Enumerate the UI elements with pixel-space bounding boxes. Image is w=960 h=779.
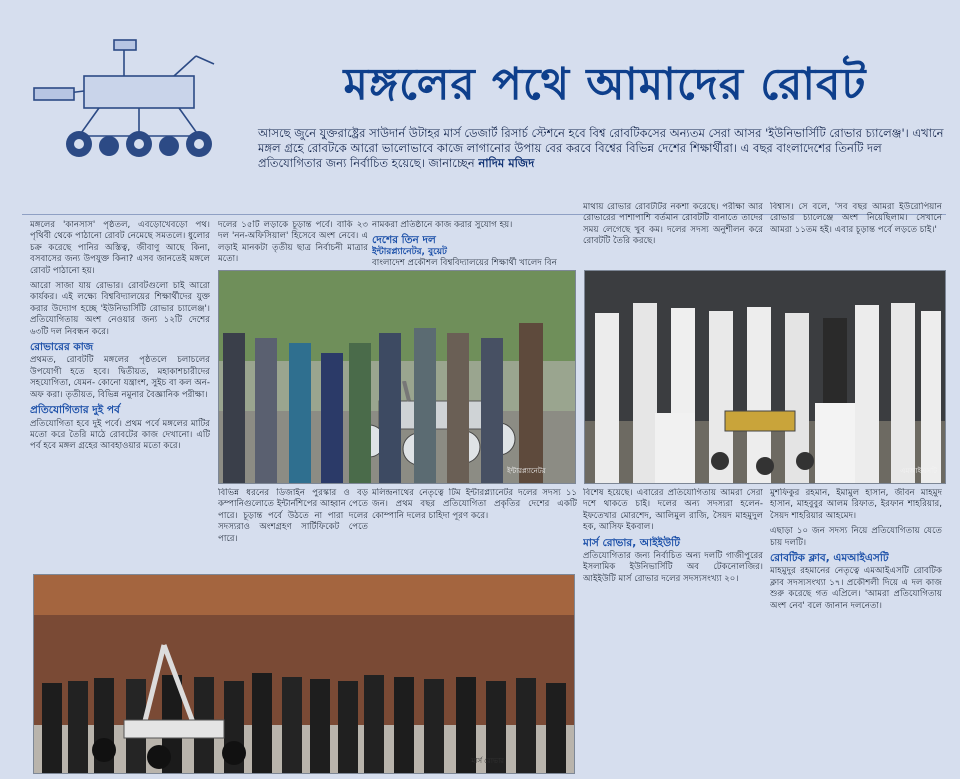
col5-paragraph: বিশ্বাস। সে বলে, 'সব বছর আমরা ইউরোপিয়ান রোভার চ্যালেঞ্জে অংশ নিয়েছিলাম। সেখানে আমরা ১১তম হই। এবার চূড়ান্ত পর্বে লড়তে চাই।' — [770, 202, 942, 235]
col1-paragraph: প্রথমত, রোবটটি মঙ্গলের পৃষ্ঠতলে চলাচলের উপযোগী হতে হবে। দ্বিতীয়ত, মহাকাশচারীদের সহযোগিতা, যেমন- কোনো যন্ত্রাংশ, সুইচ বা কল অন-অফ করা। তৃতীয়ত, বিভিন্ন নমুনার বৈজ্ঞানিক পরীক্ষা। — [30, 355, 210, 400]
photo-caption: ইন্টারপ্ল্যানেটর — [507, 467, 546, 475]
column-2-bottom — [218, 488, 368, 560]
column-3-bottom — [372, 488, 577, 560]
subheading-mist: রোবটিক ক্লাব, এমআইএসটি — [770, 552, 889, 565]
photo-caption: মার্স রোভার — [471, 757, 504, 765]
subheading-iut: মার্স রোভার, আইইউটি — [583, 536, 680, 549]
col1-paragraph: মঙ্গলের 'কানসাস' পৃষ্ঠতল, এবড়োখেবড়ো পথ। পৃথিবী থেকে পাঠানো রোবট নেমেছে সমতলে। ধুলোর চক্র করেছে পানির অস্তিত্ব, জীবাণু আছে কিনা, বসবাসের জন্য উপযুক্ত কিনা? এসব জানতেই মঙ্গলে রোবট পাঠানো হয়। — [30, 220, 210, 276]
column-1 — [30, 220, 210, 560]
subheading-two-rounds: প্রতিযোগিতার দুই পর্ব — [30, 404, 120, 417]
rover-robot-graphic — [84, 635, 254, 773]
intro-paragraph — [258, 126, 948, 212]
col4-paragraph: বিশেষ হয়েছে। এবারের প্রতিযোগিতায় আমরা সেরা দশে থাকতে চাই। দলের অন্য সদস্যরা হলেন- ইফতেখার মোরশেদ, আলিমুল রাজি, সৈয়দ মাহমুদুল হক, আসিফ ইকবাল। — [583, 488, 763, 533]
col5-paragraph: মাহমুদুর রহমানের নেতৃত্বে এমআইএসটি রোবটিক ক্লাব সদস্যসংখ্যা ১৭। প্রকৌশলী দিয়ে এ দল কাজ শুরু করেছে গত এপ্রিলে। 'আমরা প্রতিযোগিতায় অংশ নেব' বলে জানান দলনেতা। — [770, 566, 942, 611]
page-headline: মঙ্গলের পথে আমাদের রোবট — [343, 59, 867, 110]
column-5-top — [770, 202, 942, 266]
column-4-bottom — [583, 488, 763, 770]
column-3-top — [372, 220, 577, 268]
rover-illustration — [24, 36, 229, 166]
photo-caption: এমআইএসটি — [900, 467, 937, 475]
col5-paragraph: মুশফিকুর রহমান, ইমামুল হাসান, জীবন মাহমুদ হাসান, মাহবুবুর আলম রিফাত, ইরফান শাহরিয়ার, সৈয়দ শাহরিয়ার আহমেদ। — [770, 488, 942, 521]
team-name-buet: ইন্টারপ্ল্যানেটর, বুয়েট — [372, 246, 447, 257]
col2-paragraph: দলের ১৫টি লড়াকে চূড়ান্ত পর্বে। বাকি ২৩ দল 'নন-অফিসিয়াল' হিসেবে অংশ নেবে। এ লড়াই মানকটা তৃতীয় ছাত্র নির্বাচনী মাত্রার মতো। — [218, 220, 368, 265]
column-5-bottom — [770, 488, 942, 770]
intro-text: আসছে জুনে যুক্তরাষ্ট্রের সাউদার্ন উটাহর মার্স ডেজার্ট রিসার্চ স্টেশনে হবে বিশ্ব রোবটিকসের অন্যতম সেরা আসর 'ইউনিভার্সিটি রোভার চ্যালেঞ্জ'। এখানে মঙ্গল গ্রহে রোবটকে আরো ভালোভাবে কাজে লাগানোর উপায় বের করবে বিশ্বের বিভিন্ন দেশের শিক্ষার্থীরা। এ বছর বাংলাদেশের তিনটি দল প্রতিযোগিতার জন্য নির্বাচিত হয়েছে। জানাচ্ছেন — [258, 126, 944, 170]
team-photo-iut — [33, 574, 575, 774]
col1-paragraph: প্রতিযোগিতা হবে দুই পর্বে। প্রথম পর্বে মঙ্গলের মাটির মতো করে তৈরি মাঠে রোবটের কাজ দেখানো। এটি পর্ব হবে মঙ্গল গ্রহের আবহাওয়ার মতো করে। — [30, 418, 210, 452]
col5-paragraph: এছাড়া ১০ জন সদস্য নিয়ে প্রতিযোগিতায় যেতে চায় দলটি। — [770, 526, 942, 548]
col2-paragraph: বিভিন্ন ধরনের ডিজাইন পুরস্কার ও বড় কম্পানিগুলোতে ইন্টার্নশিপের আহ্বান পেতে পারে। চূড়ান্ত পর্বে উঠতে না পারা দলের সদস্যরাও অংশগ্রহণ সার্টিফিকেট পেতে পারে। — [218, 488, 368, 544]
column-2-top — [218, 220, 368, 268]
column-4-top — [583, 202, 763, 266]
col4-paragraph: প্রতিযোগিতার জন্য নির্বাচিত অন্য দলটি গাজীপুরের ইসলামিক ইউনিভার্সিটি অব টেকনোলজির। আইইউটি মার্স রোভার দলের সদস্যসংখ্যা ২০। — [583, 551, 763, 584]
team-photo-mist — [584, 270, 946, 484]
col4-paragraph: মাথায় রোভার রোবটটির নকশা করেছে। পরীক্ষা আর রোভারের পাশাপাশি বর্তমান রোবটটি বানাতে তাদের সময় লেগেছে খুব কম। দলের সদস্য অনুশীলন করে রোবটটি তৈরি করছে। — [583, 202, 763, 247]
col3-paragraph: বাংলাদেশ প্রকৌশল বিশ্ববিদ্যালয়ের শিক্ষার্থী খালেদ বিন — [372, 258, 557, 268]
col3-paragraph: মলিন্দ্রনাথের নেতৃত্বে টিম ইন্টারপ্ল্যানেটর দলের সদস্য ১১ জন। প্রথম বছর প্রতিযোগিতা প্রকৃতির দেশের একটি কোম্পানি দলের চাহিদা পূরণ করে। — [372, 488, 577, 521]
byline: নাদিম মজিদ — [478, 156, 535, 170]
subheading-three-teams: দেশের তিন দল — [372, 234, 436, 247]
rover-robot-graphic — [705, 401, 825, 481]
col1-paragraph: আরো সাজা যায় রোভার। রোবটগুলো চাই আরো কার্যকর। এই লক্ষ্যে বিশ্ববিদ্যালয়ের শিক্ষার্থীদের যুক্ত করার উদ্যোগ হচ্ছে 'ইউনিভার্সিটি রোভার চ্যালেঞ্জ'। প্রতিযোগিতায় অংশ নেওয়ার জন্য ১২টি দেশের ৬৩টি দল নিবন্ধন করে। — [30, 281, 210, 337]
team-photo-buet — [218, 270, 576, 484]
col3-paragraph: নামকরা প্রতিষ্ঠানে কাজ করার সুযোগ হয়। — [372, 220, 513, 230]
subheading-rover-tasks: রোভারের কাজ — [30, 341, 94, 354]
